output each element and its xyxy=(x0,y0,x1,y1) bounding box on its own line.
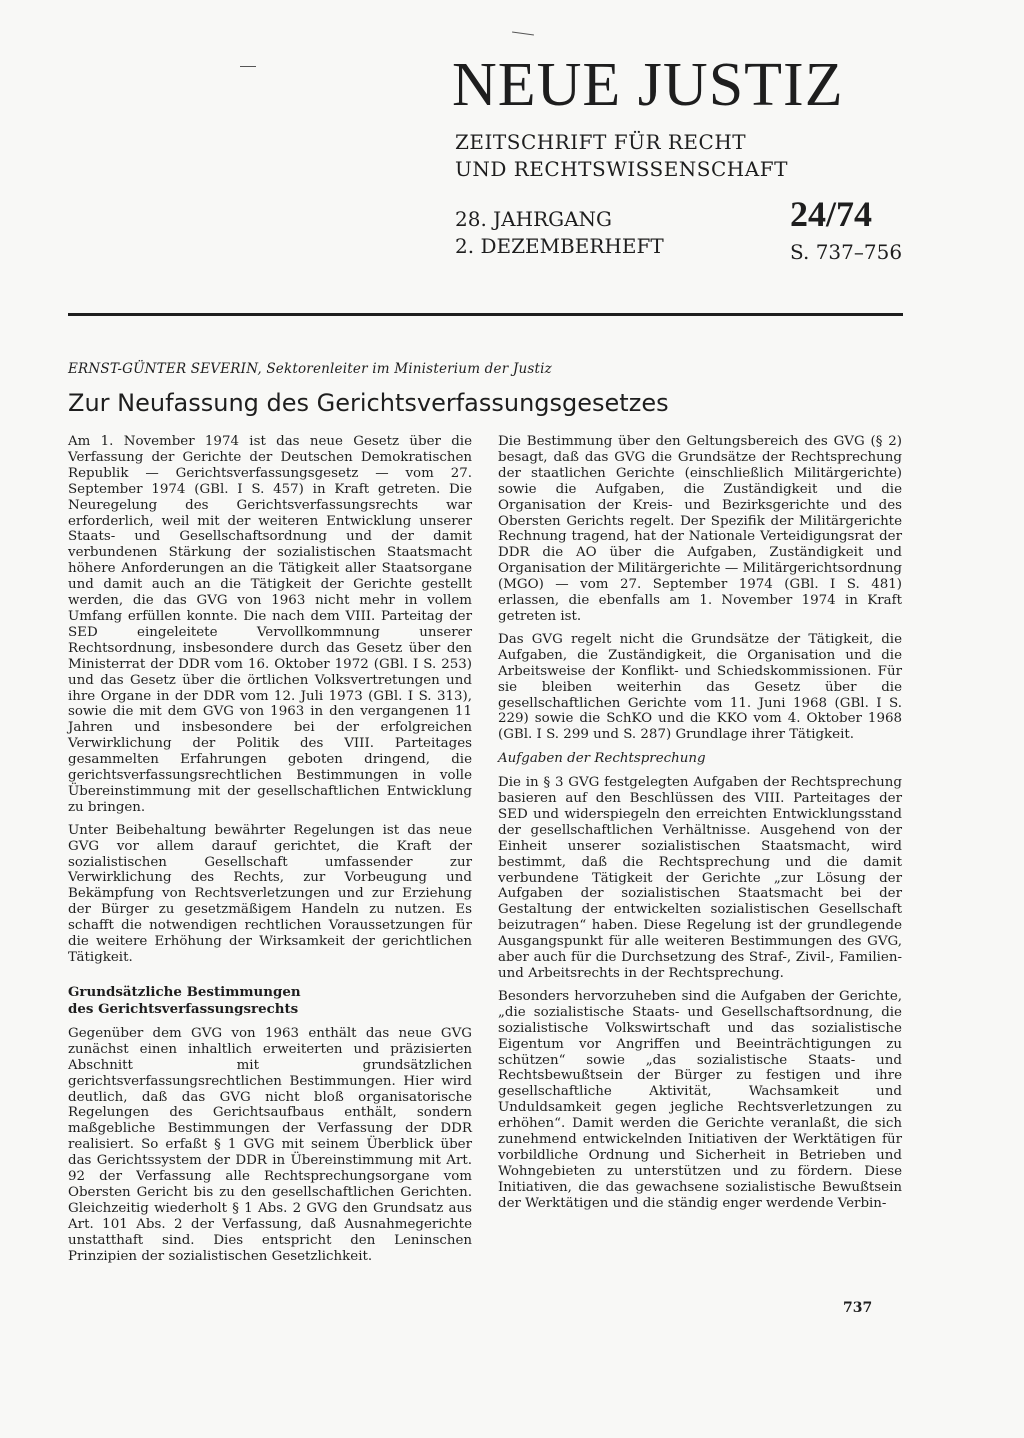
scan-mark xyxy=(240,66,256,67)
volume-label: 28. JAHRGANG xyxy=(455,207,613,231)
journal-subtitle-line2: UND RECHTSWISSENSCHAFT xyxy=(455,157,788,181)
issue-number: 24/74 xyxy=(790,194,873,234)
author-byline: ERNST-GÜNTER SEVERIN, Sektorenleiter im Ministerium der Justiz xyxy=(68,361,552,377)
paragraph: Besonders hervorzuheben sind die Aufgaben der Gerichte, „die sozialistische Staats- und Gesellschaftsordnung, die sozialistische Volkswirtschaft und das sozialistische Eigentum vor Angriffen und Beeinträchtigungen zu schützen“ sowie „das sozialistische Staats- und Rechtsbewußtsein der Bürger zu festigen und ihre gesellschaftliche Aktivität, Wachsamkeit und Unduldsamkeit gegen jegliche Rechtsverletzungen zu erhöhen“. Damit werden die Gerichte veranlaßt, die sich zunehmend entwickelnden Initiativen der Werktätigen für vorbildliche Ordnung und Sicherheit in Betrieben und Wohngebieten zu unterstützen und zu fördern. Diese Initiativen, die das gewachsene sozialistische Bewußtsein der Werktätigen und die ständig enger werdende Verbin- xyxy=(498,988,902,1211)
paragraph: Unter Beibehaltung bewährter Regelungen ist das neue GVG vor allem darauf gerichtet, die Kraft der sozialistischen Gesellschaft umfassender zur Verwirklichung des Rechts, zur Vorbeugung und Bekämpfung von Rechtsverletzungen und zur Erziehung der Bürger zu gesetzmäßigem Handeln zu nutzen. Es schafft die notwendigen rechtlichen Voraussetzungen für die weitere Erhöhung der Wirksamkeit der gerichtlichen Tätigkeit. xyxy=(68,822,472,965)
page-range: S. 737–756 xyxy=(790,240,903,264)
masthead-divider xyxy=(68,313,903,316)
paragraph: Gegenüber dem GVG von 1963 enthält das neue GVG zunächst einen inhaltlich erweiterten und präzisierten Abschnitt mit grundsätzlichen gerichtsverfassungsrechtlichen Bestimmungen. Hier wird deutlich, daß das GVG nicht bloß organisatorische Regelungen des Gerichtsaufbaus enthält, sondern maßgebliche Bestimmungen der Verfassung der DDR realisiert. So erfaßt § 1 GVG mit seinem Überblick über das Gerichtssystem der DDR in Übereinstimmung mit Art. 92 der Verfassung alle Rechtsprechungsorgane vom Obersten Gericht bis zu den gesellschaftlichen Gerichten. Gleichzeitig wiederholt § 1 Abs. 2 GVG den Grundsatz aus Art. 101 Abs. 2 der Verfassung, daß Ausnahmegerichte unstatthaft sind. Dies entspricht den Leninschen Prinzipien der sozialistischen Gesetzlichkeit. xyxy=(68,1025,472,1264)
journal-title: NEUE JUSTIZ xyxy=(452,51,844,119)
journal-subtitle-line1: ZEITSCHRIFT FÜR RECHT xyxy=(455,130,747,154)
section-heading xyxy=(68,984,472,1018)
paragraph: Die in § 3 GVG festgelegten Aufgaben der Rechtsprechung basieren auf den Beschlüssen des VIII. Parteitages der SED und widerspiegeln den erreichten Entwicklungsstand der gesellschaftlichen Verhältnisse. Ausgehend von der Einheit unserer sozialistischen Staatsmacht, wird bestimmt, daß die Rechtsprechung und die damit verbundene Tätigkeit der Gerichte „zur Lösung der Aufgaben der sozialistischen Staatsmacht bei der Gestaltung der entwickelten sozialistischen Gesellschaft beizutragen“ haben. Diese Regelung ist der grundlegende Ausgangspunkt für alle weiteren Bestimmungen des GVG, aber auch für die Durchsetzung des Straf-, Zivil-, Familien- und Arbeitsrechts in der Rechtsprechung. xyxy=(498,775,902,981)
section-heading-line: des Gerichtsverfassungsrechts xyxy=(68,1000,299,1017)
article-column-left xyxy=(68,434,472,1272)
page-number: 737 xyxy=(843,1300,873,1316)
issue-month: 2. DEZEMBERHEFT xyxy=(455,234,664,258)
paragraph: Das GVG regelt nicht die Grundsätze der Tätigkeit, die Aufgaben, die Zuständigkeit, die Organisation und die Arbeitsweise der Konflikt- und Schiedskommissionen. Für sie bleiben weiterhin das Gesetz über die gesellschaftlichen Gerichte vom 11. Juni 1968 (GBl. I S. 229) sowie die SchKO und die KKO vom 4. Oktober 1968 (GBl. I S. 299 und S. 287) Grundlage ihrer Tätigkeit. xyxy=(498,631,902,743)
paragraph: Die Bestimmung über den Geltungsbereich des GVG (§ 2) besagt, daß das GVG die Grundsätze der Rechtsprechung der staatlichen Gerichte (einschließlich Militärgerichte) sowie die Aufgaben, die Zuständigkeit und die Organisation der Kreis- und Bezirksgerichte und des Obersten Gerichts regelt. Der Spezifik der Militärgerichte Rechnung tragend, hat der Nationale Verteidigungsrat der DDR die AO über die Aufgaben, Zuständigkeit und Organisation der Militärgerichte — Militärgerichtsordnung (MGO) — vom 27. September 1974 (GBl. I S. 481) erlassen, die ebenfalls am 1. November 1974 in Kraft getreten ist. xyxy=(498,434,902,624)
section-heading-line: Grundsätzliche Bestimmungen xyxy=(68,983,301,1000)
article-column-right xyxy=(498,434,902,1219)
paragraph: Am 1. November 1974 ist das neue Gesetz über die Verfassung der Gerichte der Deutschen Demokratischen Republik — Gerichtsverfassungsgesetz — vom 27. September 1974 (GBl. I S. 457) in Kraft getreten. Die Neuregelung des Gerichtsverfassungsrechts war erforderlich, weil mit der weiteren Entwicklung unserer Staats- und Gesellschaftsordnung und der damit verbundenen Stärkung der sozialistischen Staatsmacht höhere Anforderungen an die Tätigkeit aller Staatsorgane und damit auch an die Tätigkeit der Gerichte gestellt werden, die das GVG von 1963 nicht mehr in vollem Umfang erfüllen konnte. Die nach dem VIII. Parteitag der SED eingeleitete Vervollkommnung unserer Rechtsordnung, insbesondere durch das Gesetz über den Ministerrat der DDR vom 16. Oktober 1972 (GBl. I S. 253) und das Gesetz über die örtlichen Volksvertretungen und ihre Organe in der DDR vom 12. Juli 1973 (GBl. I S. 313), sowie die mit dem GVG von 1963 in den vergangenen 11 Jahren und insbesondere bei der erfolgreichen Verwirklichung der Politik des VIII. Parteitages gesammelten Erfahrungen geboten dringend, die gerichtsverfassungsrechtlichen Bestimmungen in volle Übereinstimmung mit der gesellschaftlichen Entwicklung zu bringen. xyxy=(68,434,472,815)
scan-mark xyxy=(512,31,534,35)
article-title: Zur Neufassung des Gerichtsverfassungsgesetzes xyxy=(68,389,669,417)
section-heading: Aufgaben der Rechtsprechung xyxy=(498,751,706,767)
